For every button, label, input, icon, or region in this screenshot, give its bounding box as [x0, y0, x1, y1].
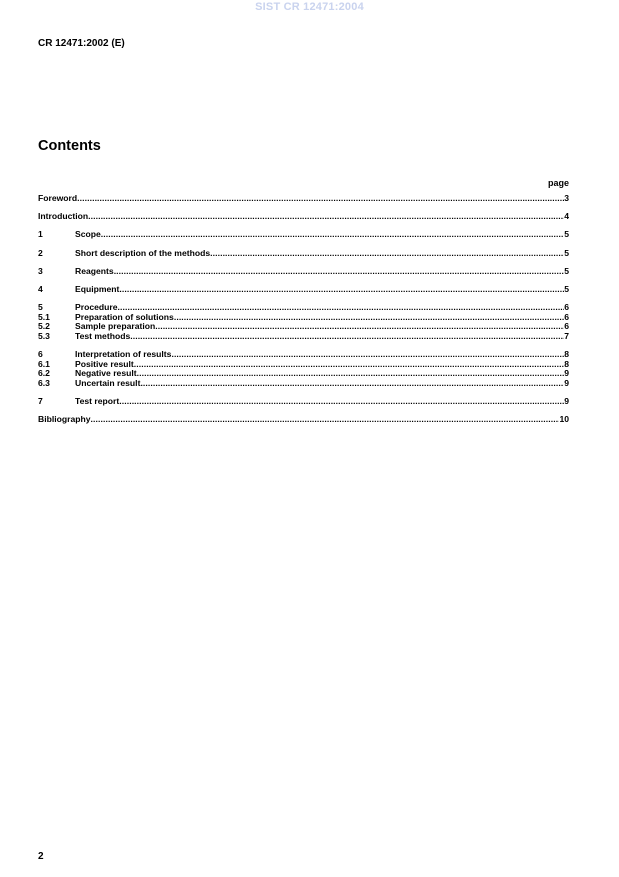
- toc-leader: [130, 332, 564, 342]
- toc-number: 2: [38, 248, 43, 258]
- toc-page: 6: [564, 322, 569, 332]
- toc-page: 9: [564, 378, 569, 388]
- toc-number: 7: [38, 397, 43, 407]
- toc-entry-bibliography[interactable]: [38, 415, 569, 425]
- toc-entry-equipment[interactable]: [38, 285, 569, 295]
- toc-entry-scope[interactable]: [38, 230, 569, 240]
- toc-leader: [155, 322, 564, 332]
- toc-page: 5: [564, 248, 569, 258]
- toc-label: Short description of the methods: [75, 248, 211, 258]
- toc-page: 9: [564, 369, 569, 379]
- toc-leader: [77, 194, 564, 204]
- toc-page: 8: [564, 350, 569, 360]
- toc-page: 7: [564, 331, 569, 341]
- toc-page: 4: [564, 212, 569, 222]
- toc-label: Preparation of solutions: [75, 312, 174, 322]
- toc-entry-short-description[interactable]: [38, 249, 569, 259]
- toc-page: 5: [564, 284, 569, 294]
- toc-label: Scope: [75, 230, 101, 240]
- toc-number: 4: [38, 284, 43, 294]
- toc-number: 3: [38, 266, 43, 276]
- toc-leader: [119, 397, 564, 407]
- toc-label: Bibliography: [38, 415, 91, 425]
- toc-label: Interpretation of results: [75, 350, 172, 360]
- toc-label: Procedure: [75, 303, 118, 313]
- toc-leader: [101, 230, 564, 240]
- toc-number: 6: [38, 350, 43, 360]
- toc-page: 10: [559, 415, 569, 425]
- toc-page: 3: [564, 194, 569, 203]
- toc-leader: [210, 249, 564, 259]
- toc-label: Introduction: [38, 212, 89, 222]
- page-number: 2: [38, 851, 44, 862]
- toc-label: Reagents: [75, 266, 114, 276]
- toc-entry-test-methods[interactable]: [38, 332, 569, 342]
- toc-number: 5: [38, 303, 43, 313]
- toc-leader: [134, 360, 564, 370]
- toc-number: 5.3: [38, 331, 50, 341]
- toc-entry-sample-preparation[interactable]: [38, 322, 569, 332]
- toc-entry-negative-result[interactable]: [38, 369, 569, 379]
- page-column-heading: page: [547, 178, 569, 188]
- toc-label: Equipment: [75, 284, 120, 294]
- toc-number: 6.2: [38, 369, 50, 379]
- toc-number: 6.1: [38, 359, 50, 369]
- table-of-contents: [38, 194, 569, 425]
- toc-number: 1: [38, 230, 43, 240]
- toc-leader: [88, 212, 564, 222]
- toc-label: Sample preparation: [75, 322, 156, 332]
- toc-page: 9: [564, 397, 569, 407]
- toc-page: 6: [564, 312, 569, 322]
- toc-entry-procedure[interactable]: [38, 303, 569, 313]
- toc-label: Negative result: [75, 369, 137, 379]
- toc-entry-foreword[interactable]: [38, 194, 569, 204]
- toc-leader: [91, 415, 560, 425]
- toc-entry-test-report[interactable]: [38, 397, 569, 407]
- toc-leader: [118, 303, 565, 313]
- toc-entry-uncertain-result[interactable]: [38, 379, 569, 389]
- toc-page: 8: [564, 359, 569, 369]
- toc-label: Foreword: [38, 194, 78, 203]
- toc-leader: [140, 379, 564, 389]
- toc-page: 6: [564, 303, 569, 313]
- toc-leader: [171, 350, 564, 360]
- watermark: SIST CR 12471:2004: [255, 1, 364, 13]
- toc-leader: [137, 369, 565, 379]
- toc-page: 5: [564, 230, 569, 240]
- toc-number: 5.1: [38, 312, 50, 322]
- toc-leader: [114, 267, 565, 277]
- toc-label: Test report: [75, 397, 120, 407]
- toc-leader: [119, 285, 564, 295]
- toc-number: 5.2: [38, 322, 50, 332]
- document-id: CR 12471:2002 (E): [38, 38, 125, 49]
- toc-page: 5: [564, 266, 569, 276]
- contents-title: Contents: [38, 138, 101, 154]
- toc-leader: [174, 313, 564, 323]
- toc-entry-reagents[interactable]: [38, 267, 569, 277]
- toc-label: Test methods: [75, 331, 131, 341]
- toc-entry-introduction[interactable]: [38, 212, 569, 222]
- toc-entry-interpretation[interactable]: [38, 350, 569, 360]
- toc-label: Positive result: [75, 359, 134, 369]
- toc-label: Uncertain result: [75, 378, 141, 388]
- toc-entry-positive-result[interactable]: [38, 360, 569, 370]
- toc-entry-preparation-of-solutions[interactable]: [38, 313, 569, 323]
- toc-number: 6.3: [38, 378, 50, 388]
